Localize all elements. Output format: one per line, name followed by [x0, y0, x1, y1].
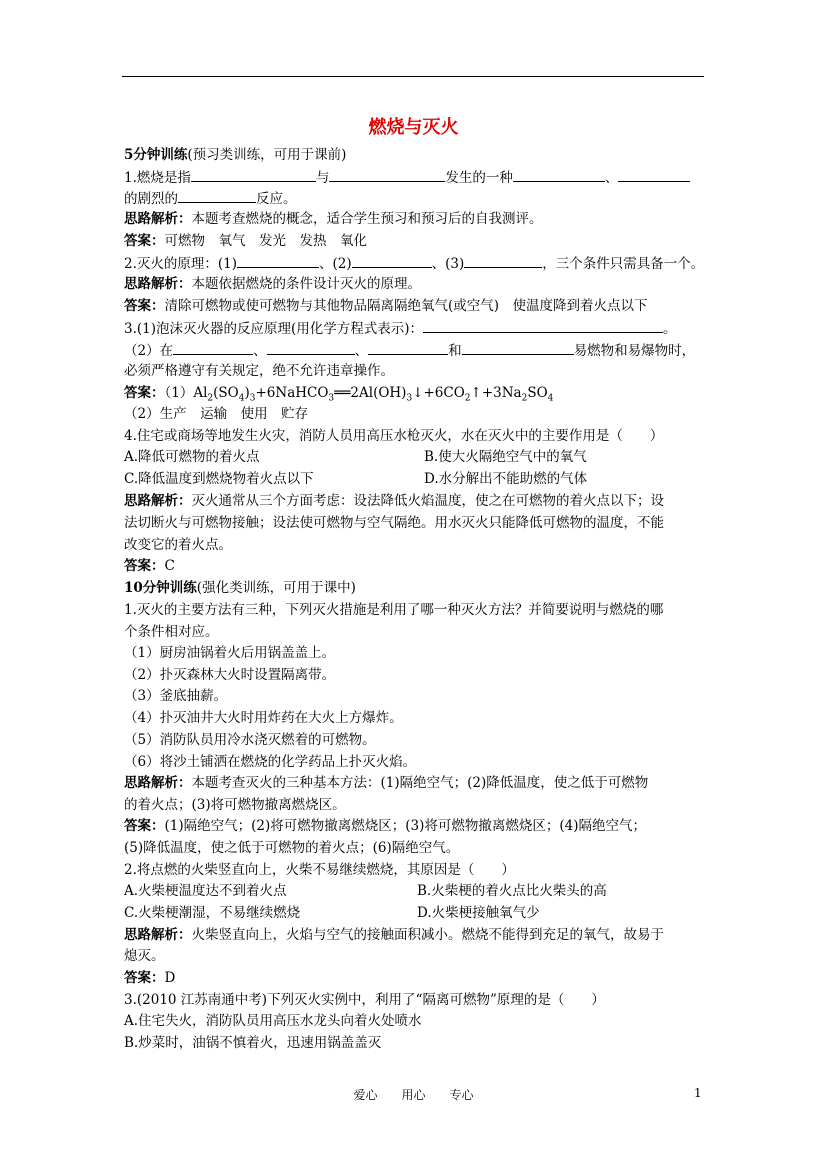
- answer-line2: (5)降低温度，使之低于可燃物的着火点；(6)隔绝空气。: [124, 840, 460, 856]
- analysis-line2: 法切断火与可燃物接触；设法使可燃物与空气隔绝。用水灭火只能降低可燃物的温度，不能: [124, 515, 664, 531]
- option-c: C.降低温度到燃烧物着火点以下: [124, 471, 314, 487]
- analysis-line2: 熄灭。: [124, 948, 165, 964]
- section-heading: 10分钟训练(强化类训练，可用于课中): [124, 580, 356, 596]
- option-d: D.火柴梗接触氧气少: [417, 905, 540, 921]
- answer: （2）生产 运输 使用 贮存: [124, 406, 309, 422]
- option-c: C.火柴梗潮湿，不易继续燃烧: [124, 905, 301, 921]
- page-title: 燃烧与灭火: [368, 117, 459, 138]
- answer-equation: 答案：$(1)Al_2(SO_4)_3+6NaHCO_3══2Al(OH)_3↓+6CO_2↑+3Na_2SO_4$: [124, 385, 554, 404]
- question-7: 3.(2010 江苏南通中考)下列灭火实例中，利用了“隔离可燃物”原理的是（ ）: [124, 992, 605, 1008]
- blank: [178, 188, 256, 203]
- item: （4）扑灭油井大火时用炸药在大火上方爆炸。: [124, 710, 403, 726]
- analysis: 思路解析：本题考查燃烧的概念，适合学生预习和预习后的自我测评。: [124, 211, 543, 227]
- item: （5）消防队员用冷水浇灭燃着的可燃物。: [124, 732, 376, 748]
- blank: [267, 340, 355, 355]
- blank: [329, 167, 445, 182]
- footer-text: 爱心 用心 专心: [353, 1088, 474, 1102]
- blank: [368, 340, 448, 355]
- answer: 答案：清除可燃物或使可燃物与其他物品隔离隔绝氧气(或空气) 使温度降到着火点以下: [124, 298, 648, 314]
- page-number: 1: [694, 1086, 702, 1100]
- analysis: 思路解析：本题考查灭火的三种基本方法：(1)隔绝空气；(2)降低温度，使之低于可燃物: [124, 775, 649, 791]
- answer: 答案：(1)隔绝空气；(2)将可燃物撤离燃烧区；(3)将可燃物撤离燃烧区；(4)隔绝空气；: [124, 818, 646, 834]
- answer: 答案：D: [124, 970, 176, 986]
- answer: 答案：可燃物 氧气 发光 发热 氧化: [124, 233, 367, 249]
- option-a: A.火柴梗温度达不到着火点: [124, 883, 287, 899]
- blank: [513, 167, 605, 182]
- blank: [464, 253, 542, 268]
- question-1-line2: 的剧烈的 反应。: [124, 188, 297, 209]
- blank: [423, 318, 663, 333]
- analysis: 思路解析：火柴竖直向上，火焰与空气的接触面积减小。燃烧不能得到充足的氧气，故易于: [124, 927, 664, 943]
- blank: [191, 167, 316, 182]
- analysis-line3: 改变它的着火点。: [124, 537, 232, 553]
- question-3-line2: （2）在 、 、 和 易燃物和易爆物时，: [124, 340, 695, 361]
- question-6: 2.将点燃的火柴竖直向上，火柴不易继续燃烧，其原因是（ ）: [124, 862, 515, 878]
- option-a: A.降低可燃物的着火点: [124, 449, 260, 465]
- section-heading: 5分钟训练(预习类训练，可用于课前): [124, 147, 347, 163]
- blank: [462, 340, 574, 355]
- analysis: 思路解析：本题依据燃烧的条件设计灭火的原理。: [124, 276, 421, 292]
- item: （1）厨房油锅着火后用锅盖盖上。: [124, 645, 336, 661]
- question-3-line3: 必须严格遵守有关规定，绝不允许违章操作。: [124, 363, 394, 379]
- item: （2）扑灭森林大火时设置隔离带。: [124, 667, 336, 683]
- option-b: B.炒菜时，油锅不慎着火，迅速用锅盖盖灭: [124, 1035, 382, 1051]
- blank: [352, 253, 432, 268]
- question-5: 1.灭火的主要方法有三种，下列灭火措施是利用了哪一种灭火方法？并简要说明与燃烧的哪: [124, 602, 664, 618]
- analysis-line2: 的着火点；(3)将可燃物撤离燃烧区。: [124, 797, 346, 813]
- item: （6）将沙土铺洒在燃烧的化学药品上扑灭火焰。: [124, 754, 417, 770]
- question-3: 3.(1)泡沫灭火器的反应原理(用化学方程式表示)： 。: [124, 318, 677, 339]
- blank: [237, 253, 319, 268]
- question-1: 1.燃烧是指 与 发生的一种 、: [124, 167, 690, 188]
- question-5-line2: 个条件相对应。: [124, 624, 219, 640]
- item: （3）釜底抽薪。: [124, 688, 228, 704]
- blank: [618, 167, 690, 182]
- option-b: B.使大火隔绝空气中的氧气: [424, 449, 587, 465]
- option-b: B.火柴梗的着火点比火柴头的高: [417, 883, 607, 899]
- question-4: 4.住宅或商场等地发生火灾，消防人员用高压水枪灭火，水在灭火中的主要作用是（ ）: [124, 428, 664, 444]
- option-d: D.水分解出不能助燃的气体: [424, 471, 588, 487]
- header-rule: [122, 76, 704, 77]
- question-2: 2.灭火的原理：(1) 、(2) 、(3) ，三个条件只需具备一个。: [124, 253, 704, 274]
- analysis: 思路解析：灭火通常从三个方面考虑：设法降低火焰温度，使之在可燃物的着火点以下；设: [124, 493, 664, 509]
- blank: [173, 340, 253, 355]
- answer: 答案：C: [124, 558, 175, 574]
- option-a: A.住宅失火，消防队员用高压水龙头向着火处喷水: [124, 1013, 422, 1029]
